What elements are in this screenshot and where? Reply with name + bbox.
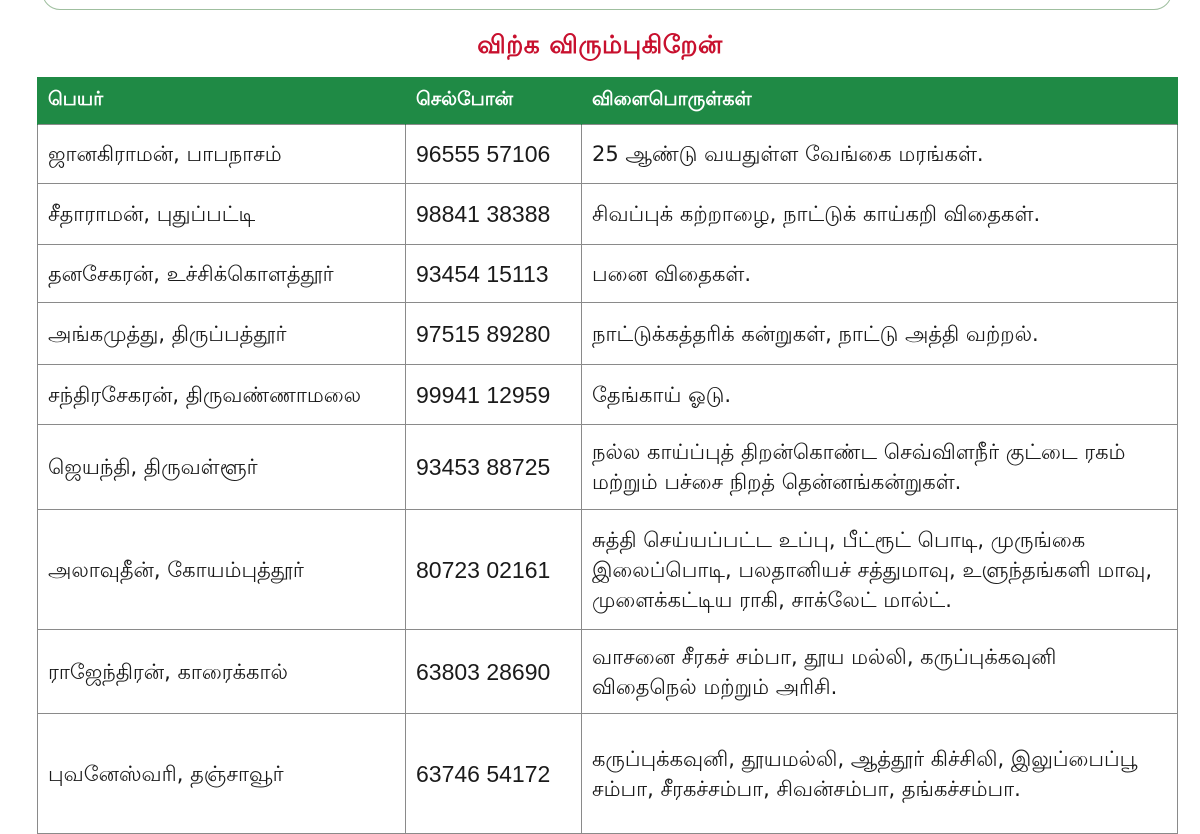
table-row <box>38 365 1178 425</box>
seller-name: ராஜேந்திரன், காரைக்கால் <box>38 630 406 714</box>
seller-name: தனசேகரன், உச்சிக்கொளத்தூர் <box>38 245 406 303</box>
table-row <box>38 510 1178 630</box>
column-header-products: விளைபொருள்கள் <box>582 77 1178 125</box>
table-row <box>38 630 1178 714</box>
seller-name: அலாவுதீன், கோயம்புத்தூர் <box>38 510 406 630</box>
seller-name: சந்திரசேகரன், திருவண்ணாமலை <box>38 365 406 425</box>
seller-products: வாசனை சீரகச் சம்பா, தூய மல்லி, கருப்புக்கவுனி விதைநெல் மற்றும் அரிசி. <box>582 630 1178 714</box>
seller-name: சீதாராமன், புதுப்பட்டி <box>38 184 406 245</box>
seller-phone: 63803 28690 <box>406 630 582 714</box>
table-header-row <box>38 77 1178 125</box>
seller-phone: 80723 02161 <box>406 510 582 630</box>
seller-phone: 96555 57106 <box>406 125 582 184</box>
seller-products: தேங்காய் ஓடு. <box>582 365 1178 425</box>
seller-name: ஜெயந்தி, திருவள்ளூர் <box>38 425 406 510</box>
seller-products: நாட்டுக்கத்தரிக் கன்றுகள், நாட்டு அத்தி வற்றல். <box>582 303 1178 365</box>
seller-products: சுத்தி செய்யப்பட்ட உப்பு, பீட்ரூட் பொடி, முருங்கை இலைப்பொடி, பலதானியச் சத்துமாவு, உளுந்தங்களி மாவு, முளைக்கட்டிய ராகி, சாக்லேட் மால்ட். <box>582 510 1178 630</box>
table-row <box>38 245 1178 303</box>
seller-name: ஜானகிராமன், பாபநாசம் <box>38 125 406 184</box>
column-header-phone: செல்போன் <box>406 77 582 125</box>
seller-name: அங்கமுத்து, திருப்பத்தூர் <box>38 303 406 365</box>
seller-phone: 99941 12959 <box>406 365 582 425</box>
table-row <box>38 425 1178 510</box>
seller-phone: 98841 38388 <box>406 184 582 245</box>
table-row <box>38 303 1178 365</box>
table-row <box>38 125 1178 184</box>
table-row <box>38 714 1178 834</box>
sellers-table <box>37 77 1178 834</box>
seller-phone: 93454 15113 <box>406 245 582 303</box>
column-header-name: பெயர் <box>38 77 406 125</box>
seller-products: கருப்புக்கவுனி, தூயமல்லி, ஆத்தூர் கிச்சிலி, இலுப்பைப்பூ சம்பா, சீரகச்சம்பா, சிவன்சம்பா, தங்கச்சம்பா. <box>582 714 1178 834</box>
seller-phone: 93453 88725 <box>406 425 582 510</box>
seller-products: பனை விதைகள். <box>582 245 1178 303</box>
seller-products: சிவப்புக் கற்றாழை, நாட்டுக் காய்கறி விதைகள். <box>582 184 1178 245</box>
top-frame-border <box>42 0 1172 10</box>
seller-phone: 97515 89280 <box>406 303 582 365</box>
seller-phone: 63746 54172 <box>406 714 582 834</box>
seller-products: 25 ஆண்டு வயதுள்ள வேங்கை மரங்கள். <box>582 125 1178 184</box>
page-title: விற்க விரும்புகிறேன் <box>477 30 723 59</box>
table-row <box>38 184 1178 245</box>
seller-name: புவனேஸ்வரி, தஞ்சாவூர் <box>38 714 406 834</box>
seller-products: நல்ல காய்ப்புத் திறன்கொண்ட செவ்விளநீர் குட்டை ரகம் மற்றும் பச்சை நிறத் தென்னங்கன்றுகள். <box>582 425 1178 510</box>
